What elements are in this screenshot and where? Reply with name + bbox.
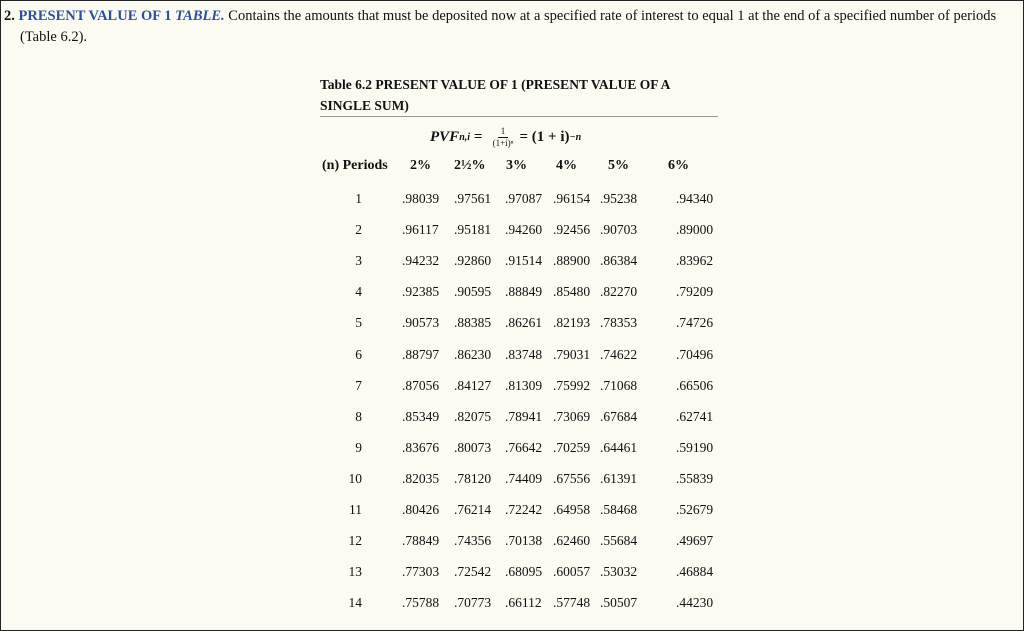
- value-cell: .82270: [600, 284, 638, 300]
- value-cell: .88900: [553, 253, 591, 269]
- value-cell: .83962: [676, 253, 714, 269]
- header-periods: (n) Periods: [322, 158, 388, 173]
- value-cell: .75788: [402, 595, 440, 611]
- value-cell: .73069: [553, 408, 591, 424]
- value-cell: .98039: [402, 191, 440, 206]
- value-cell: .86230: [454, 346, 492, 362]
- item-number: 2.: [4, 8, 15, 24]
- value-cell: .88385: [454, 315, 492, 331]
- value-cell: .58468: [600, 502, 638, 517]
- formula-pvf: PVF: [430, 128, 460, 145]
- value-cell: .75992: [553, 377, 591, 393]
- value-cell: .64461: [600, 439, 638, 455]
- value-cell: .71068: [600, 377, 638, 393]
- value-cell: .59190: [676, 439, 714, 455]
- value-cell: .66112: [505, 595, 542, 611]
- header-rate: 4%: [556, 158, 577, 173]
- formula-denominator: (1+i)ⁿ: [492, 137, 514, 148]
- value-cell: .85480: [553, 284, 591, 300]
- value-cell: .96117: [402, 222, 439, 238]
- value-cell: .61391: [600, 470, 638, 486]
- value-cell: .62741: [676, 408, 714, 424]
- value-cell: .78120: [454, 470, 492, 486]
- table-title: [320, 74, 715, 116]
- value-cell: .81309: [505, 377, 543, 393]
- header-rate: 2½%: [454, 158, 486, 173]
- value-cell: .82075: [454, 408, 492, 424]
- value-cell: .94260: [505, 222, 543, 238]
- period-cell: 9: [355, 439, 362, 455]
- value-cell: .67556: [553, 470, 591, 486]
- period-cell: 10: [348, 470, 362, 486]
- value-cell: .88849: [505, 284, 543, 300]
- value-cell: .79209: [676, 284, 714, 300]
- value-cell: .95181: [454, 222, 492, 238]
- value-cell: .52679: [676, 502, 714, 517]
- value-cell: .92860: [454, 253, 492, 269]
- value-cell: .88797: [402, 346, 440, 362]
- value-cell: .64958: [553, 502, 591, 517]
- period-cell: 5: [355, 315, 362, 331]
- formula-rhs: = (1 + i): [519, 128, 570, 145]
- value-cell: .62460: [553, 533, 591, 549]
- period-cell: 3: [355, 253, 362, 269]
- value-cell: .44230: [676, 595, 714, 611]
- value-cell: .49697: [676, 533, 714, 549]
- value-cell: .68095: [505, 564, 543, 580]
- value-cell: .83676: [402, 439, 440, 455]
- value-cell: .57748: [553, 595, 591, 611]
- value-cell: .50507: [600, 595, 638, 611]
- value-cell: .76214: [454, 502, 492, 517]
- period-cell: 11: [349, 502, 362, 517]
- value-cell: .77303: [402, 564, 440, 580]
- value-cell: .94340: [676, 191, 714, 206]
- value-cell: .60057: [553, 564, 591, 580]
- period-cell: 4: [355, 284, 362, 300]
- formula-exponent: −n: [569, 131, 582, 143]
- value-cell: .67684: [600, 408, 638, 424]
- formula-numerator: 1: [498, 126, 509, 138]
- value-cell: .91514: [505, 253, 543, 269]
- value-cell: .90595: [454, 284, 492, 300]
- value-cell: .55684: [600, 533, 638, 549]
- value-cell: .89000: [676, 222, 714, 238]
- table-title-line2: SINGLE SUM): [320, 98, 409, 113]
- table-title-line1: Table 6.2 PRESENT VALUE OF 1 (PRESENT VALUE OF A: [320, 77, 671, 92]
- period-cell: 7: [355, 377, 362, 393]
- value-cell: .70773: [454, 595, 492, 611]
- value-cell: .76642: [505, 439, 543, 455]
- period-cell: 6: [355, 346, 362, 362]
- value-cell: .97087: [505, 191, 543, 206]
- value-cell: .78941: [505, 408, 543, 424]
- header-rate: 5%: [608, 158, 629, 173]
- value-cell: .96154: [553, 191, 591, 206]
- title-divider: [320, 116, 718, 117]
- formula-equals: =: [474, 128, 483, 145]
- value-cell: .84127: [454, 377, 492, 393]
- value-cell: .79031: [553, 346, 591, 362]
- value-cell: .66506: [676, 377, 714, 393]
- value-cell: .70259: [553, 439, 591, 455]
- value-cell: .92385: [402, 284, 440, 300]
- value-cell: .82193: [553, 315, 591, 331]
- intro-paragraph: [4, 6, 1004, 48]
- value-cell: .72542: [454, 564, 492, 580]
- value-cell: .70138: [505, 533, 543, 549]
- value-cell: .94232: [402, 253, 440, 269]
- value-cell: .83748: [505, 346, 543, 362]
- value-cell: .74356: [454, 533, 492, 549]
- header-rate: 3%: [506, 158, 527, 173]
- formula-subscript: n,i: [459, 131, 471, 143]
- value-cell: .86384: [600, 253, 638, 269]
- value-cell: .86261: [505, 315, 543, 331]
- value-cell: .78849: [402, 533, 440, 549]
- value-cell: .92456: [553, 222, 591, 238]
- value-cell: .87056: [402, 377, 440, 393]
- value-cell: .80426: [402, 502, 440, 517]
- pvf-formula: [430, 120, 581, 154]
- heading-italic: TABLE.: [175, 8, 225, 24]
- header-rate: 6%: [668, 158, 689, 173]
- value-cell: .90703: [600, 222, 638, 238]
- heading-prefix: PRESENT VALUE OF 1: [18, 8, 176, 24]
- value-cell: .82035: [402, 470, 440, 486]
- formula-fraction: [493, 126, 514, 149]
- period-cell: 14: [348, 595, 362, 611]
- period-cell: 8: [355, 408, 362, 424]
- intro-text-line2: (Table 6.2).: [20, 29, 88, 45]
- value-cell: .55839: [676, 470, 714, 486]
- value-cell: .85349: [402, 408, 440, 424]
- value-cell: .70496: [676, 346, 714, 362]
- value-cell: .72242: [505, 502, 543, 517]
- header-rate: 2%: [410, 158, 431, 173]
- value-cell: .80073: [454, 439, 492, 455]
- value-cell: .74622: [600, 346, 638, 362]
- value-cell: .53032: [600, 564, 638, 580]
- period-cell: 13: [348, 564, 362, 580]
- value-cell: .46884: [676, 564, 714, 580]
- value-cell: .90573: [402, 315, 440, 331]
- value-cell: .74409: [505, 470, 543, 486]
- intro-text-line1: Contains the amounts that must be deposited now at a specified rate of interest to equal 1 at the end of a specified number of periods: [224, 8, 997, 24]
- value-cell: .95238: [600, 191, 638, 206]
- value-cell: .74726: [676, 315, 714, 331]
- period-cell: 1: [355, 191, 362, 206]
- section-heading: [19, 8, 225, 24]
- value-cell: .78353: [600, 315, 638, 331]
- period-cell: 12: [348, 533, 362, 549]
- value-cell: .97561: [454, 191, 492, 206]
- period-cell: 2: [355, 222, 362, 238]
